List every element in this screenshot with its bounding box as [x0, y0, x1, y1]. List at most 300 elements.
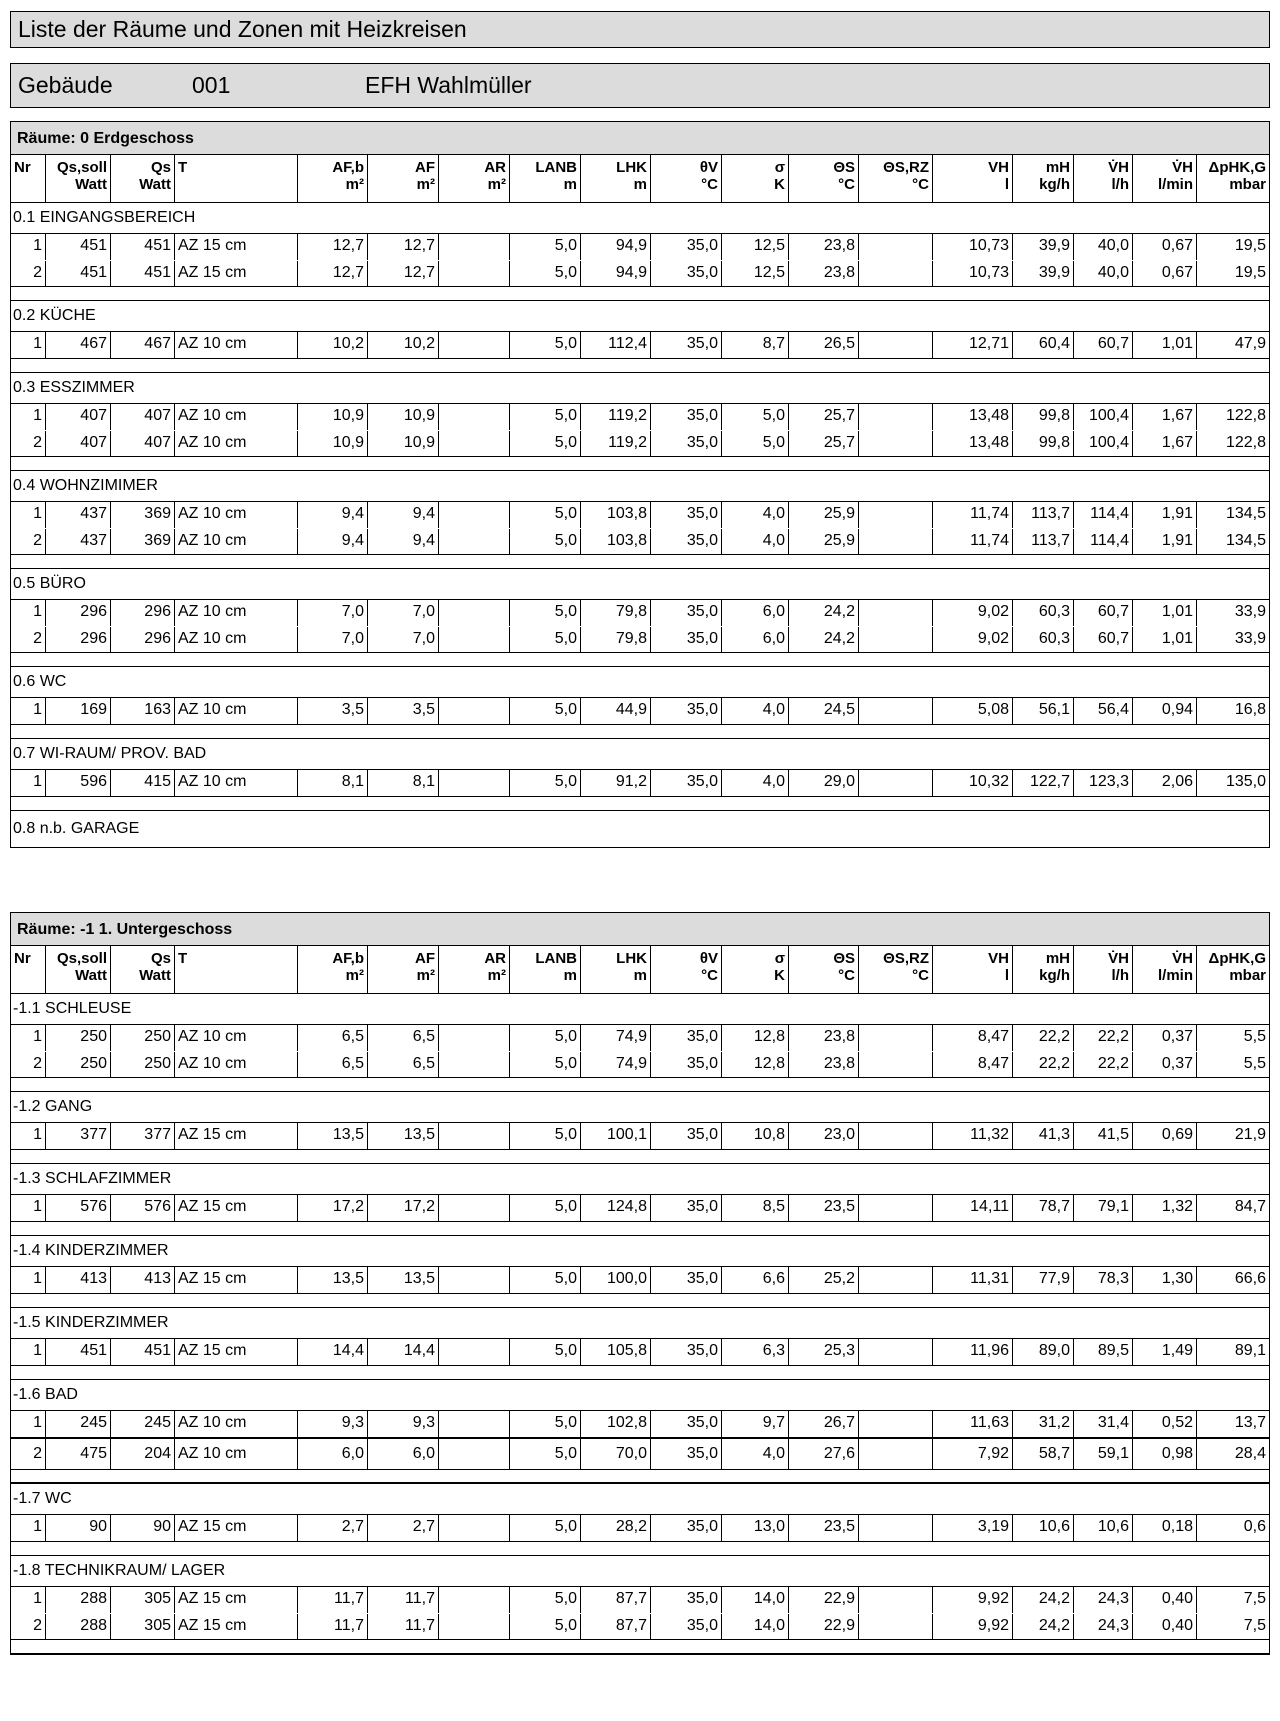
table-cell: 14,4 [298, 1339, 368, 1365]
column-header-top: V̇H [1108, 159, 1129, 176]
table-cell: AZ 10 cm [175, 502, 298, 528]
table-cell: 22,2 [1074, 1025, 1133, 1051]
table-cell: 24,2 [1013, 1614, 1074, 1639]
column-header-unit: °C [701, 176, 718, 193]
table-cell [439, 502, 510, 528]
column-header-row [11, 155, 1269, 203]
column-header [722, 946, 789, 993]
room-group [11, 994, 1269, 1092]
table-cell: 11,7 [298, 1614, 368, 1639]
column-header-top: Qs [150, 159, 171, 176]
table-cell: 114,4 [1074, 529, 1133, 554]
table-cell [859, 431, 933, 456]
table-cell: 28,2 [581, 1515, 651, 1541]
column-header [1197, 155, 1269, 202]
table-cell: AZ 15 cm [175, 1587, 298, 1613]
table-cell: 407 [46, 431, 111, 456]
table-cell: 5,0 [510, 1052, 581, 1077]
table-cell: 27,6 [789, 1439, 859, 1469]
table-cell: 12,8 [722, 1025, 789, 1051]
column-header-top: V̇H [1172, 950, 1193, 967]
table-cell: 35,0 [651, 1195, 722, 1221]
table-row [11, 332, 1269, 358]
room-separator [11, 1149, 1269, 1164]
table-cell: 7,92 [933, 1439, 1013, 1469]
column-header [651, 946, 722, 993]
column-header-top: AF [415, 159, 435, 176]
table-cell: 6,0 [722, 600, 789, 626]
table-cell: 5,0 [510, 1439, 581, 1469]
room-group [11, 811, 1269, 847]
column-header-top: AF [415, 950, 435, 967]
table-cell: 24,2 [789, 600, 859, 626]
column-header [933, 946, 1013, 993]
table-cell: 5,0 [510, 1515, 581, 1541]
table-cell: 12,5 [722, 234, 789, 260]
table-cell: 122,8 [1225, 407, 1266, 424]
column-header [368, 155, 439, 202]
table-cell: 23,8 [789, 261, 859, 286]
table-cell: 413 [46, 1267, 111, 1293]
table-cell: 25,7 [789, 404, 859, 430]
table-cell: 11,31 [933, 1267, 1013, 1293]
table-cell: 35,0 [651, 627, 722, 652]
table-cell: AZ 10 cm [175, 627, 298, 652]
table-cell: 35,0 [651, 1614, 722, 1639]
table-cell [859, 1439, 933, 1469]
column-header-unit: Watt [139, 176, 171, 193]
table-cell: 35,0 [651, 1267, 722, 1293]
table-cell: 135,0 [1225, 773, 1266, 790]
table-cell: 1,32 [1133, 1195, 1197, 1221]
column-header-unit: l [1004, 176, 1009, 193]
table-cell [439, 770, 510, 796]
table-cell: 1 [11, 1195, 46, 1221]
table-cell: 11,74 [933, 502, 1013, 528]
table-cell: 105,8 [581, 1339, 651, 1365]
table-cell: 60,3 [1013, 600, 1074, 626]
table-cell: 451 [46, 261, 111, 286]
column-header-unit: m [563, 967, 577, 984]
column-header-unit: kg/h [1039, 176, 1070, 193]
table-cell: 35,0 [651, 332, 722, 358]
rooms-table [11, 155, 1269, 847]
table-cell: 5,0 [510, 1411, 581, 1437]
table-row [11, 1587, 1269, 1613]
column-header [175, 946, 298, 993]
table-cell: 437 [46, 502, 111, 528]
column-header-unit: °C [701, 967, 718, 984]
column-header [1197, 946, 1269, 993]
table-cell: 14,0 [722, 1614, 789, 1639]
table-cell: 122,7 [1013, 770, 1074, 796]
table-cell: 1,30 [1133, 1267, 1197, 1293]
table-cell: 19,5 [1234, 264, 1266, 281]
table-cell: 8,7 [722, 332, 789, 358]
room-separator [11, 1469, 1269, 1484]
table-cell: 6,5 [298, 1052, 368, 1077]
table-cell: 33,9 [1234, 603, 1266, 620]
table-cell: 24,3 [1074, 1587, 1133, 1613]
column-header-top: Qs,soll [56, 159, 107, 176]
column-header [439, 155, 510, 202]
table-cell [859, 1339, 933, 1365]
table-cell: 25,9 [789, 502, 859, 528]
table-cell: 5,0 [510, 404, 581, 430]
table-cell: AZ 10 cm [175, 600, 298, 626]
table-cell: AZ 10 cm [175, 1411, 298, 1437]
column-header [298, 155, 368, 202]
table-cell: AZ 15 cm [175, 1267, 298, 1293]
room-name: 0.4 WOHNZIMIMER [13, 477, 158, 494]
table-cell: 1,91 [1133, 502, 1197, 528]
table-cell: 305 [111, 1587, 175, 1613]
table-cell: 1 [11, 1025, 46, 1051]
table-cell: 60,7 [1074, 627, 1133, 652]
table-cell: 25,2 [789, 1267, 859, 1293]
table-row [11, 1051, 1269, 1077]
column-header-unit: l/h [1111, 176, 1129, 193]
table-cell: 415 [111, 770, 175, 796]
table-cell: 4,0 [722, 770, 789, 796]
table-cell [859, 698, 933, 724]
table-cell: 1 [11, 502, 46, 528]
table-cell: 79,1 [1074, 1195, 1133, 1221]
column-header-top: AR [484, 159, 506, 176]
table-cell: 77,9 [1013, 1267, 1074, 1293]
column-header [111, 946, 175, 993]
table-cell: 56,1 [1013, 698, 1074, 724]
table-cell: 296 [111, 627, 175, 652]
column-header-unit: l [1004, 967, 1009, 984]
table-cell: 3,5 [298, 698, 368, 724]
table-cell: 1,91 [1133, 529, 1197, 554]
table-cell: 296 [111, 600, 175, 626]
column-header [859, 946, 933, 993]
table-cell: 4,0 [722, 1439, 789, 1469]
column-header-top: V̇H [1108, 950, 1129, 967]
room-separator [11, 652, 1269, 667]
column-header-top: Nr [14, 950, 31, 967]
column-header-unit: °C [912, 967, 929, 984]
table-cell: 451 [46, 234, 111, 260]
table-cell: 305 [111, 1614, 175, 1639]
table-cell [439, 1052, 510, 1077]
table-cell: 22,9 [789, 1614, 859, 1639]
room-separator [11, 554, 1269, 569]
table-cell [859, 1587, 933, 1613]
table-row [11, 528, 1269, 554]
table-cell: 9,4 [368, 529, 439, 554]
room-separator [11, 358, 1269, 373]
table-cell: 5,5 [1243, 1028, 1266, 1045]
table-row [11, 404, 1269, 430]
table-row [11, 600, 1269, 626]
table-cell: 369 [111, 502, 175, 528]
table-cell: 5,08 [933, 698, 1013, 724]
table-cell: 22,2 [1074, 1052, 1133, 1077]
table-cell: 9,7 [722, 1411, 789, 1437]
table-cell: 8,1 [368, 770, 439, 796]
table-cell: 2 [11, 431, 46, 456]
table-cell: 4,0 [722, 502, 789, 528]
table-cell: AZ 10 cm [175, 698, 298, 724]
table-cell: 11,32 [933, 1123, 1013, 1149]
table-cell: 1 [11, 1515, 46, 1541]
table-cell: 11,96 [933, 1339, 1013, 1365]
table-cell: 7,0 [368, 627, 439, 652]
column-header-unit: Watt [139, 967, 171, 984]
table-cell: 24,2 [789, 627, 859, 652]
table-cell: 11,7 [368, 1614, 439, 1639]
table-cell: 5,0 [510, 1614, 581, 1639]
room-separator [11, 1221, 1269, 1236]
table-cell: 0,69 [1133, 1123, 1197, 1149]
table-cell: 13,5 [368, 1267, 439, 1293]
table-cell: 60,3 [1013, 627, 1074, 652]
table-cell: 112,4 [581, 332, 651, 358]
table-cell: 7,0 [298, 600, 368, 626]
table-cell: AZ 15 cm [175, 1614, 298, 1639]
table-cell: 23,5 [789, 1195, 859, 1221]
column-header [789, 946, 859, 993]
table-cell: 250 [46, 1025, 111, 1051]
table-cell: 11,74 [933, 529, 1013, 554]
table-cell [439, 1195, 510, 1221]
table-cell: 89,0 [1013, 1339, 1074, 1365]
table-cell: 250 [46, 1052, 111, 1077]
table-cell: 11,7 [298, 1587, 368, 1613]
table-cell: 6,0 [722, 627, 789, 652]
column-header [510, 946, 581, 993]
table-cell: 0,40 [1133, 1614, 1197, 1639]
table-cell: 0,18 [1133, 1515, 1197, 1541]
table-cell: 2 [11, 1439, 46, 1469]
table-cell: 70,0 [581, 1439, 651, 1469]
table-cell: 84,7 [1234, 1198, 1266, 1215]
table-cell: 60,7 [1074, 332, 1133, 358]
column-header [298, 946, 368, 993]
table-cell: 29,0 [789, 770, 859, 796]
column-header-top: mH [1045, 950, 1070, 967]
column-header-unit: K [774, 176, 785, 193]
table-cell: 124,8 [581, 1195, 651, 1221]
table-cell: 10,9 [298, 431, 368, 456]
column-header [1074, 946, 1133, 993]
table-cell: 5,0 [510, 600, 581, 626]
table-cell [859, 1411, 933, 1437]
table-cell: 9,4 [368, 502, 439, 528]
table-cell: 58,7 [1013, 1439, 1074, 1469]
table-cell [859, 600, 933, 626]
table-cell: 8,47 [933, 1025, 1013, 1051]
room-group [11, 1236, 1269, 1308]
room-name: 0.1 EINGANGSBEREICH [13, 209, 196, 226]
column-header [1013, 155, 1074, 202]
table-cell: 94,9 [581, 261, 651, 286]
table-cell: 35,0 [651, 234, 722, 260]
table-cell: 10,73 [933, 234, 1013, 260]
column-header-top: AR [484, 950, 506, 967]
table-cell: 10,32 [933, 770, 1013, 796]
table-cell: 6,3 [722, 1339, 789, 1365]
table-cell: 13,48 [933, 404, 1013, 430]
building-label: Gebäude [18, 72, 113, 98]
building-number: 001 [192, 72, 231, 98]
table-cell: 35,0 [651, 1587, 722, 1613]
table-cell: 5,0 [722, 404, 789, 430]
table-cell: 377 [111, 1123, 175, 1149]
table-cell [439, 1587, 510, 1613]
table-cell: 94,9 [581, 234, 651, 260]
column-header-top: mH [1045, 159, 1070, 176]
table-cell [439, 627, 510, 652]
room-group [11, 373, 1269, 471]
table-cell: 8,47 [933, 1052, 1013, 1077]
table-cell: 17,2 [298, 1195, 368, 1221]
column-header [11, 155, 46, 202]
table-cell: 437 [46, 529, 111, 554]
table-cell: AZ 15 cm [175, 261, 298, 286]
table-cell: 245 [46, 1411, 111, 1437]
column-header-unit: °C [838, 176, 855, 193]
table-cell: 22,9 [789, 1587, 859, 1613]
building-header [10, 63, 1270, 108]
table-cell: 369 [111, 529, 175, 554]
table-cell: 451 [111, 1339, 175, 1365]
table-cell: 0,6 [1243, 1518, 1266, 1535]
table-cell [439, 332, 510, 358]
table-cell [439, 1123, 510, 1149]
table-cell [859, 332, 933, 358]
column-header-unit: m [633, 176, 647, 193]
table-cell: 5,0 [510, 332, 581, 358]
table-cell: 10,9 [298, 404, 368, 430]
table-cell: 451 [46, 1339, 111, 1365]
table-cell: 288 [46, 1587, 111, 1613]
table-cell: AZ 10 cm [175, 1052, 298, 1077]
table-cell [439, 261, 510, 286]
table-cell: 60,4 [1013, 332, 1074, 358]
table-cell: 5,0 [510, 1587, 581, 1613]
table-row [11, 1025, 1269, 1051]
table-cell: 13,5 [368, 1123, 439, 1149]
column-header [722, 155, 789, 202]
column-header-unit: m² [345, 967, 364, 984]
table-cell: 12,71 [933, 332, 1013, 358]
column-header-top: VH [988, 950, 1009, 967]
table-cell: 576 [46, 1195, 111, 1221]
table-cell: 5,0 [510, 627, 581, 652]
table-cell: 2,06 [1133, 770, 1197, 796]
table-cell: 9,02 [933, 627, 1013, 652]
table-cell: 23,8 [789, 1025, 859, 1051]
table-cell: 2 [11, 261, 46, 286]
table-cell: 14,0 [722, 1587, 789, 1613]
column-header-unit: m [633, 967, 647, 984]
table-cell: 35,0 [651, 529, 722, 554]
table-cell: 66,6 [1234, 1270, 1266, 1287]
table-cell: 6,6 [722, 1267, 789, 1293]
table-cell: AZ 15 cm [175, 1339, 298, 1365]
table-cell: 23,8 [789, 1052, 859, 1077]
table-cell: 250 [111, 1052, 175, 1077]
table-cell: 596 [46, 770, 111, 796]
room-group [11, 1092, 1269, 1164]
table-cell: 5,0 [510, 502, 581, 528]
table-cell: AZ 15 cm [175, 1123, 298, 1149]
column-header-row [11, 946, 1269, 994]
table-cell [439, 1267, 510, 1293]
table-cell: 35,0 [651, 770, 722, 796]
table-cell: AZ 10 cm [175, 332, 298, 358]
room-name: 0.8 n.b. GARAGE [13, 820, 140, 837]
table-cell: 0,67 [1133, 234, 1197, 260]
table-cell [859, 1195, 933, 1221]
column-header [651, 155, 722, 202]
table-cell: 35,0 [651, 1339, 722, 1365]
table-cell: 47,9 [1234, 335, 1266, 352]
table-cell: 12,8 [722, 1052, 789, 1077]
room-group [11, 1308, 1269, 1380]
table-cell: 87,7 [581, 1587, 651, 1613]
table-cell: 59,1 [1074, 1439, 1133, 1469]
table-cell [439, 1614, 510, 1639]
table-cell: 12,7 [298, 261, 368, 286]
table-cell: 9,3 [298, 1411, 368, 1437]
table-cell: 576 [111, 1195, 175, 1221]
table-cell: 4,0 [722, 698, 789, 724]
table-cell: AZ 10 cm [175, 404, 298, 430]
table-row [11, 1613, 1269, 1639]
table-row [11, 260, 1269, 286]
table-row [11, 430, 1269, 456]
room-name: -1.6 BAD [13, 1386, 78, 1403]
table-cell: 6,5 [368, 1025, 439, 1051]
table-cell: 10,73 [933, 261, 1013, 286]
table-cell: 22,2 [1013, 1025, 1074, 1051]
table-cell: 114,4 [1074, 502, 1133, 528]
room-separator [11, 796, 1269, 811]
table-cell: 296 [46, 627, 111, 652]
column-header-unit: m² [345, 176, 364, 193]
table-row [11, 698, 1269, 724]
column-header-top: ΘS [833, 159, 855, 176]
table-cell: 407 [111, 431, 175, 456]
table-cell: 6,5 [368, 1052, 439, 1077]
table-cell: 44,9 [581, 698, 651, 724]
section-title: Räume: -1 1. Untergeschoss [11, 913, 1269, 946]
table-cell: 10,2 [368, 332, 439, 358]
column-header [175, 155, 298, 202]
column-header-top: ΔpHK,G [1208, 159, 1266, 176]
table-cell: 5,0 [510, 698, 581, 724]
room-name: 0.2 KÜCHE [13, 307, 96, 324]
table-cell: 87,7 [581, 1614, 651, 1639]
table-cell [859, 234, 933, 260]
column-header [46, 155, 111, 202]
table-cell: AZ 15 cm [175, 1195, 298, 1221]
table-cell: 9,92 [933, 1614, 1013, 1639]
room-separator [11, 724, 1269, 739]
column-header-unit: m² [416, 967, 435, 984]
table-cell: 100,0 [581, 1267, 651, 1293]
table-cell: 10,8 [722, 1123, 789, 1149]
column-header [789, 155, 859, 202]
table-cell: 5,0 [510, 234, 581, 260]
table-cell [859, 627, 933, 652]
table-cell: 1 [11, 1339, 46, 1365]
